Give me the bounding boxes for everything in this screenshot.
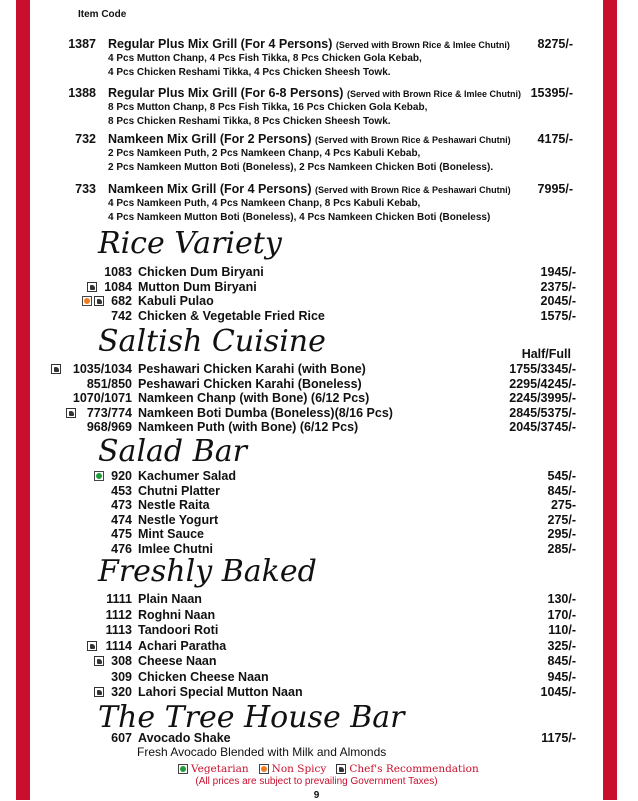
item-name: Mint Sauce — [138, 527, 204, 541]
chef-recommendation-icon — [66, 408, 76, 418]
section-title-treehouse: The Tree House Bar — [98, 700, 405, 735]
item-price: 295/- — [547, 527, 576, 541]
item-price: 945/- — [547, 669, 576, 684]
menu-item — [30, 420, 603, 435]
description-line: 4 Pcs Namkeen Puth, 4 Pcs Namkeen Chanp, 8 Pcs Kabuli Kebab, — [108, 198, 421, 209]
item-title — [108, 86, 521, 100]
menu-item — [30, 623, 603, 638]
item-price: 275- — [550, 498, 576, 512]
item-price: 545/- — [547, 469, 576, 483]
item-code-label: Item Code — [78, 9, 127, 20]
menu-item — [30, 391, 603, 406]
chef-recommendation-icon — [336, 764, 346, 774]
item-price: 7995/- — [537, 182, 573, 196]
description-line: 8 Pcs Mutton Chanp, 8 Pcs Fish Tikka, 16 Pcs Chicken Gola Kebab, — [108, 102, 428, 113]
item-code: 1083 — [104, 265, 132, 279]
item-code: 1387 — [68, 37, 96, 51]
item-code: 453 — [111, 483, 132, 498]
item-note: (Served with Brown Rice & Peshawari Chutni) — [315, 185, 511, 195]
item-name: Plain Naan — [138, 592, 202, 606]
item-icons — [82, 296, 104, 306]
chef-recommendation-icon — [51, 364, 61, 374]
item-icons — [94, 471, 104, 481]
item-code: 1114 — [105, 638, 132, 653]
item-code: 1113 — [105, 623, 132, 637]
item-code: 773/774 — [86, 405, 132, 420]
item-code: 475 — [111, 527, 132, 541]
menu-item — [30, 670, 603, 685]
item-code: 742 — [111, 308, 132, 323]
menu-item — [30, 654, 603, 669]
item-name: Peshawari Chicken Karahi (with Bone) — [138, 362, 366, 376]
item-code: 920 — [111, 469, 132, 483]
item-price: 1045/- — [540, 685, 576, 699]
item-name: Kachumer Salad — [138, 469, 236, 483]
item-price: 2045/- — [540, 294, 576, 308]
item-code: 733 — [75, 182, 96, 196]
item-price: 130/- — [547, 592, 576, 606]
item-code: 1035/1034 — [72, 362, 132, 376]
menu-page — [30, 0, 603, 800]
item-code-header — [78, 10, 126, 20]
item-note: (Served with Brown Rice & Peshawari Chutni) — [315, 135, 511, 145]
menu-item — [30, 527, 603, 542]
item-price: 275/- — [547, 512, 576, 527]
menu-item — [30, 685, 603, 700]
chef-recommendation-icon — [94, 687, 104, 697]
menu-item — [30, 362, 603, 377]
item-name: Regular Plus Mix Grill (For 6-8 Persons) — [108, 86, 344, 100]
item-icons — [66, 408, 76, 418]
description-line: 4 Pcs Mutton Chanp, 4 Pcs Fish Tikka, 8 Pcs Chicken Gola Kebab, — [108, 53, 422, 64]
non-spicy-icon — [259, 764, 269, 774]
chef-recommendation-icon — [87, 641, 97, 651]
item-name: Achari Paratha — [138, 638, 227, 653]
item-icons — [87, 641, 97, 651]
page-number: 9 — [313, 790, 320, 801]
item-name: Namkeen Chanp (with Bone) (6/12 Pcs) — [138, 391, 370, 405]
item-title — [108, 132, 511, 146]
item-name: Mutton Dum Biryani — [138, 279, 257, 294]
item-name: Chicken & Vegetable Fried Rice — [138, 308, 325, 323]
item-price: 845/- — [547, 654, 576, 668]
item-title — [108, 182, 511, 196]
half-full-header: Half/Full — [521, 347, 571, 361]
menu-item — [30, 592, 603, 607]
description-line: 2 Pcs Namkeen Mutton Boti (Boneless), 2 Pcs Namkeen Chicken Boti (Boneless). — [108, 162, 494, 173]
item-description — [108, 197, 490, 225]
item-price: 1755/3345/- — [509, 362, 576, 376]
description-line: 4 Pcs Chicken Reshami Tikka, 4 Pcs Chicken Sheesh Towk. — [108, 67, 391, 78]
item-price: 1945/- — [540, 265, 576, 279]
item-description: Fresh Avocado Blended with Milk and Almonds — [137, 745, 387, 759]
legend-label: Non Spicy — [271, 763, 327, 775]
item-code: 682 — [111, 294, 132, 308]
item-name: Tandoori Roti — [138, 623, 219, 637]
item-price: 2245/3995/- — [509, 391, 576, 405]
menu-item — [30, 484, 603, 499]
item-price: 170/- — [547, 607, 576, 622]
item-name: Namkeen Boti Dumba (Boneless)(8/16 Pcs) — [138, 405, 393, 420]
item-name: Namkeen Mix Grill (For 4 Persons) — [108, 182, 312, 196]
item-name: Imlee Chutni — [138, 541, 214, 556]
item-price: 110/- — [548, 623, 576, 637]
item-name: Regular Plus Mix Grill (For 4 Persons) — [108, 37, 333, 51]
menu-item — [30, 469, 603, 484]
item-name: Lahori Special Mutton Naan — [138, 685, 303, 699]
item-price: 2375/- — [540, 279, 576, 294]
item-name: Avocado Shake — [138, 731, 231, 745]
section-title-saltish: Saltish Cuisine — [98, 324, 326, 359]
item-icons — [94, 687, 104, 697]
item-icons — [87, 282, 97, 292]
item-code: 476 — [111, 541, 132, 556]
item-title — [108, 37, 510, 51]
description-line: 8 Pcs Chicken Reshami Tikka, 8 Pcs Chicken Sheesh Towk. — [108, 116, 391, 127]
item-name: Cheese Naan — [138, 654, 217, 668]
item-name: Roghni Naan — [138, 607, 216, 622]
legend-non-spicy — [259, 763, 327, 775]
vegetarian-icon — [94, 471, 104, 481]
item-name: Nestle Yogurt — [138, 512, 219, 527]
item-name: Peshawari Chicken Karahi (Boneless) — [138, 376, 362, 391]
item-code: 1388 — [68, 86, 96, 100]
item-code: 473 — [111, 498, 132, 512]
menu-item — [30, 265, 603, 280]
menu-item — [30, 294, 603, 309]
item-description — [108, 52, 422, 80]
item-price: 845/- — [547, 483, 576, 498]
item-code: 851/850 — [86, 376, 132, 391]
menu-item — [30, 309, 603, 324]
section-title-salad: Salad Bar — [98, 434, 247, 469]
item-code: 1111 — [106, 592, 132, 606]
left-red-border — [16, 0, 30, 800]
menu-item — [30, 731, 603, 746]
item-price: 2845/5375/- — [509, 405, 576, 420]
menu-item — [30, 639, 603, 654]
item-price: 1175/- — [541, 731, 576, 745]
item-code: 968/969 — [86, 420, 132, 434]
item-note: (Served with Brown Rice & Imlee Chutni) — [346, 89, 521, 99]
legend-label: Chef's Recommendation — [349, 763, 479, 775]
legend — [178, 763, 479, 775]
item-icons — [51, 364, 61, 374]
menu-item — [30, 498, 603, 513]
item-code: 607 — [111, 731, 132, 745]
chef-recommendation-icon — [94, 296, 104, 306]
item-name: Namkeen Puth (with Bone) (6/12 Pcs) — [138, 420, 359, 434]
item-code: 320 — [111, 685, 132, 699]
tax-footnote: (All prices are subject to prevailing Government Taxes) — [195, 776, 438, 787]
item-code: 1070/1071 — [72, 391, 132, 405]
item-price: 2295/4245/- — [509, 376, 576, 391]
item-price: 8275/- — [537, 37, 573, 51]
item-code: 308 — [111, 654, 132, 668]
item-code: 732 — [75, 132, 96, 146]
item-price: 285/- — [547, 541, 576, 556]
chef-recommendation-icon — [94, 656, 104, 666]
right-red-border — [603, 0, 617, 800]
item-price: 325/- — [547, 638, 576, 653]
item-price: 15395/- — [530, 86, 573, 100]
item-name: Namkeen Mix Grill (For 2 Persons) — [108, 132, 312, 146]
menu-item — [30, 377, 603, 392]
vegetarian-icon — [178, 764, 188, 774]
item-description — [108, 147, 493, 175]
item-price: 4175/- — [537, 132, 573, 146]
menu-item — [30, 608, 603, 623]
item-name: Chutni Platter — [138, 483, 220, 498]
legend-chef — [336, 763, 478, 775]
menu-item — [30, 280, 603, 295]
legend-label: Vegetarian — [191, 763, 249, 775]
description-line: 2 Pcs Namkeen Puth, 2 Pcs Namkeen Chanp, 4 Pcs Kabuli Kebab, — [108, 148, 421, 159]
item-price: 1575/- — [540, 308, 576, 323]
item-code: 309 — [111, 669, 132, 684]
item-icons — [94, 656, 104, 666]
item-name: Chicken Cheese Naan — [138, 669, 269, 684]
item-name: Chicken Dum Biryani — [138, 265, 264, 279]
legend-vegetarian — [178, 763, 249, 775]
menu-item — [30, 406, 603, 421]
item-price: 2045/3745/- — [509, 420, 576, 434]
chef-recommendation-icon — [87, 282, 97, 292]
non-spicy-icon — [82, 296, 92, 306]
item-name: Nestle Raita — [138, 498, 210, 512]
section-title-rice: Rice Variety — [98, 226, 282, 261]
item-code: 474 — [111, 512, 132, 527]
item-description — [108, 101, 427, 129]
item-note: (Served with Brown Rice & Imlee Chutni) — [335, 40, 510, 50]
section-title-baked: Freshly Baked — [98, 554, 317, 589]
item-name: Kabuli Pulao — [138, 294, 214, 308]
description-line: 4 Pcs Namkeen Mutton Boti (Boneless), 4 Pcs Namkeen Chicken Boti (Boneless) — [108, 212, 491, 223]
item-code: 1112 — [105, 607, 132, 622]
menu-item — [30, 513, 603, 528]
item-code: 1084 — [104, 279, 132, 294]
